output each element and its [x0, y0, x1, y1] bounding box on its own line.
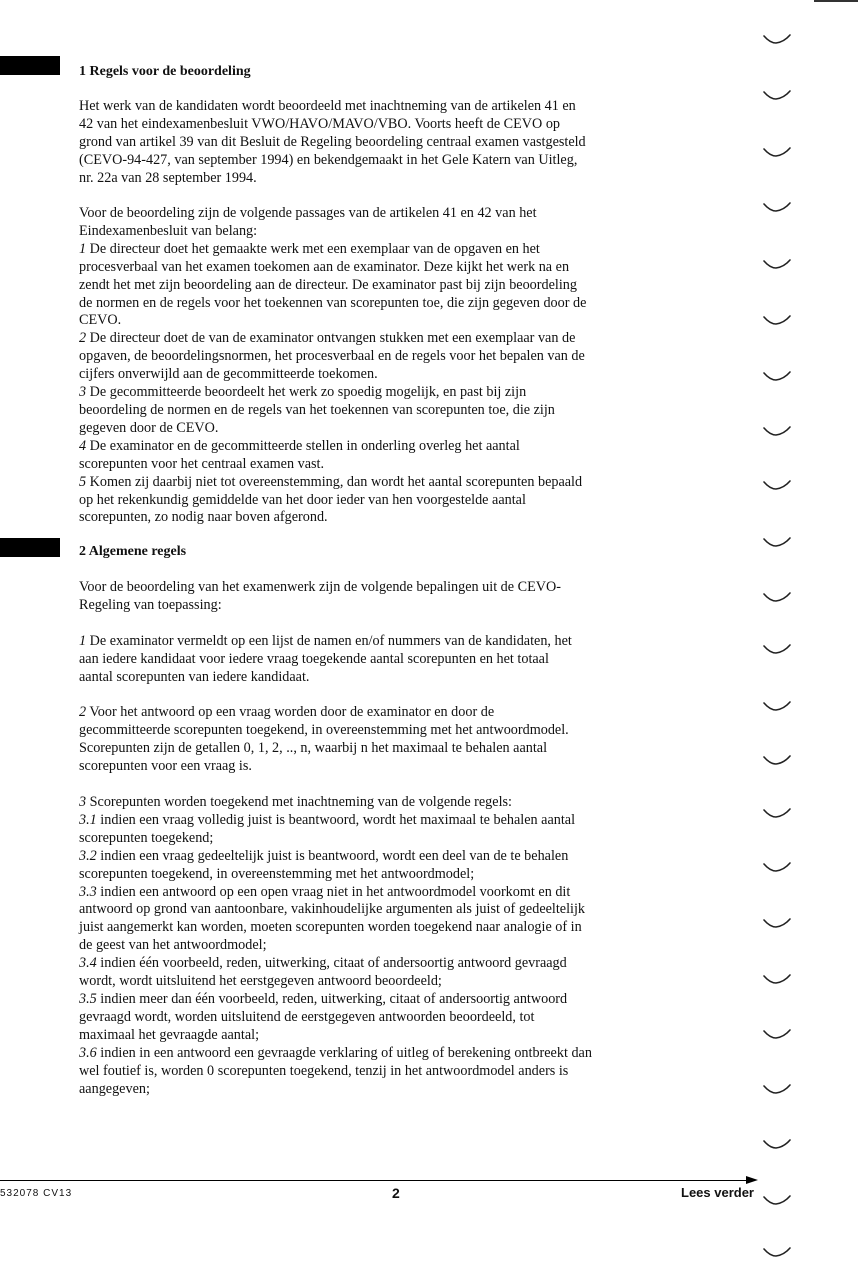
check-mark-icon — [762, 88, 792, 102]
line-text: scorepunten toegekend, in overeenstemming met het antwoordmodel; — [79, 865, 475, 882]
check-mark-icon — [762, 1082, 792, 1096]
text-line — [79, 1009, 689, 1027]
line-text: gegeven door de CEVO. — [79, 419, 219, 436]
check-mark-icon — [762, 424, 792, 438]
check-mark-icon — [762, 1027, 792, 1041]
check-mark-icon — [762, 145, 792, 159]
text-line — [79, 420, 689, 438]
text-line — [79, 633, 689, 651]
line-text: indien een vraag volledig juist is beantwoord, wordt het maximaal te behalen aantal — [96, 811, 576, 828]
line-text: indien één voorbeeld, reden, uitwerking, citaat of andersoortig antwoord gevraagd — [96, 955, 567, 972]
text-line — [79, 98, 689, 116]
item-number: 4 — [79, 437, 87, 454]
section-2-intro-paragraph — [79, 579, 689, 615]
line-text: gevraagd wordt, worden uitsluitend de eerstgegeven antwoorden beoordeeld, tot — [79, 1008, 535, 1025]
line-text: De examinator en de gecommitteerde stellen in onderling overleg het aantal — [86, 437, 520, 454]
text-line — [79, 901, 689, 919]
line-text: indien een vraag gedeeltelijk juist is beantwoord, wordt een deel van de te behalen — [96, 847, 569, 864]
text-line — [79, 474, 689, 492]
line-text: grond van artikel 39 van dit Besluit de Regeling beoordeling centraal examen vastgesteld — [79, 133, 586, 150]
line-text: De examinator vermeldt op een lijst de namen en/of nummers van de kandidaten, het — [86, 633, 572, 649]
text-line — [79, 348, 689, 366]
text-line — [79, 955, 689, 973]
item-number: 1 — [79, 240, 87, 257]
line-text: scorepunten toegekend; — [79, 829, 214, 846]
text-line — [79, 170, 689, 188]
check-mark-icon — [762, 806, 792, 820]
page-number: 2 — [392, 1185, 400, 1201]
text-line — [79, 312, 689, 330]
text-line — [79, 509, 689, 527]
text-line — [79, 848, 689, 866]
line-text: beoordeling de normen en de regels van het toekennen van scorepunten toe, die zijn — [79, 401, 555, 418]
line-text: cijfers onverwijld aan de gecommitteerde toekomen. — [79, 366, 378, 383]
text-line — [79, 1063, 689, 1081]
line-text: antwoord op grond van aantoonbare, vakinhoudelijke argumenten als juist of gedeeltelijk — [79, 901, 586, 918]
document-code: 532078 CV13 — [0, 1188, 73, 1199]
text-line — [79, 1045, 689, 1063]
text-line — [79, 830, 689, 848]
item-number: 3.6 — [79, 1044, 97, 1061]
line-text: Scorepunten worden toegekend met inachtneming van de volgende regels: — [86, 794, 512, 810]
line-text: aan iedere kandidaat voor iedere vraag toegekende aantal scorepunten en het totaal — [79, 650, 549, 667]
text-line — [79, 492, 689, 510]
item-number: 3.4 — [79, 955, 97, 972]
line-text: Eindexamenbesluit van belang: — [79, 222, 258, 239]
item-number: 3.3 — [79, 883, 97, 900]
check-mark-icon — [762, 369, 792, 383]
check-mark-icon — [762, 1137, 792, 1151]
text-line — [79, 1027, 689, 1045]
text-line — [79, 669, 689, 687]
text-line — [79, 134, 689, 152]
line-text: indien in een antwoord een gevraagde verklaring of uitleg of berekening ontbreekt dan — [96, 1044, 592, 1061]
item-number: 3 — [79, 794, 87, 810]
section-2-heading: 2 Algemene regels — [79, 544, 187, 559]
line-text: De directeur doet het gemaakte werk met een exemplaar van de opgaven en het — [86, 240, 540, 257]
check-mark-icon — [762, 478, 792, 492]
item-number: 5 — [79, 473, 87, 490]
line-text: Voor de beoordeling van het examenwerk zijn de volgende bepalingen uit de CEVO- — [79, 579, 561, 595]
text-line — [79, 794, 689, 812]
text-line — [79, 402, 689, 420]
line-text: zendt het met zijn beoordeling aan de directeur. De examinator past bij zijn beoordeling — [79, 276, 577, 293]
text-line — [79, 241, 689, 259]
line-text: Voor het antwoord op een vraag worden door de examinator en door de — [86, 704, 495, 720]
item-number: 3.2 — [79, 847, 97, 864]
text-line — [79, 651, 689, 669]
text-line — [79, 205, 689, 223]
check-mark-icon — [762, 1193, 792, 1207]
text-line — [79, 973, 689, 991]
text-line — [79, 579, 689, 597]
line-text: CEVO. — [79, 312, 122, 329]
section-2-marker-bar — [0, 538, 60, 557]
text-line — [79, 866, 689, 884]
line-text: Regeling van toepassing: — [79, 596, 222, 613]
text-line — [79, 740, 689, 758]
text-line — [79, 223, 689, 241]
check-mark-icon — [762, 32, 792, 46]
section-1-intro-paragraph — [79, 98, 689, 188]
line-text: opgaven, de beoordelingsnormen, het procesverbaal en de regels voor het bepalen van de — [79, 348, 585, 365]
continue-label: Lees verder — [681, 1185, 754, 1200]
line-text: maximaal het gevraagde aantal; — [79, 1026, 260, 1043]
line-text: procesverbaal van het examen toekomen aan de examinator. Deze kijkt het werk na en — [79, 258, 570, 275]
line-text: op het rekenkundig gemiddelde van het door ieder van hen voorgestelde aantal — [79, 491, 526, 508]
item-number: 3.1 — [79, 811, 97, 828]
text-line — [79, 937, 689, 955]
rule-2-paragraph — [79, 704, 689, 776]
line-text: aantal scorepunten van iedere kandidaat. — [79, 668, 310, 685]
line-text: Voor de beoordeling zijn de volgende passages van de artikelen 41 en 42 van het — [79, 205, 537, 221]
text-line — [79, 991, 689, 1009]
footer-rule — [0, 1180, 748, 1181]
line-text: 42 van het eindexamenbesluit VWO/HAVO/MAVO/VBO. Voorts heeft de CEVO op — [79, 115, 561, 132]
rule-1-paragraph — [79, 633, 689, 687]
item-number: 3 — [79, 384, 87, 401]
top-edge-line — [814, 0, 858, 2]
check-mark-icon — [762, 535, 792, 549]
check-mark-icon — [762, 860, 792, 874]
line-text: Het werk van de kandidaten wordt beoordeeld met inachtneming van de artikelen 41 en — [79, 98, 576, 114]
text-line — [79, 116, 689, 134]
text-line — [79, 704, 689, 722]
check-mark-icon — [762, 590, 792, 604]
text-line — [79, 152, 689, 170]
item-number: 2 — [79, 330, 87, 347]
text-line — [79, 722, 689, 740]
check-mark-icon — [762, 753, 792, 767]
check-mark-icon — [762, 1245, 792, 1259]
line-text: Komen zij daarbij niet tot overeenstemming, dan wordt het aantal scorepunten bepaald — [86, 473, 583, 490]
check-mark-icon — [762, 313, 792, 327]
item-number: 3.5 — [79, 990, 97, 1007]
text-line — [79, 884, 689, 902]
text-line — [79, 330, 689, 348]
line-text: de geest van het antwoordmodel; — [79, 937, 267, 954]
line-text: gecommitteerde scorepunten toegekend, in overeenstemming met het antwoordmodel. — [79, 721, 569, 738]
section-1-marker-bar — [0, 56, 60, 75]
line-text: nr. 22a van 28 september 1994. — [79, 169, 257, 186]
line-text: juist aangemerkt kan worden, moeten scorepunten worden toegekend naar analogie of in — [79, 919, 582, 936]
line-text: scorepunten, zo nodig naar boven afgerond. — [79, 509, 328, 526]
text-line — [79, 456, 689, 474]
check-mark-icon — [762, 972, 792, 986]
line-text: aangegeven; — [79, 1080, 150, 1097]
section-1-articles-paragraph — [79, 205, 689, 527]
text-line — [79, 919, 689, 937]
line-text: scorepunten voor het centraal examen vast. — [79, 455, 325, 472]
text-line — [79, 366, 689, 384]
item-number: 2 — [79, 704, 87, 720]
line-text: scorepunten voor een vraag is. — [79, 757, 252, 774]
text-line — [79, 384, 689, 402]
text-line — [79, 438, 689, 456]
section-1-heading: 1 Regels voor de beoordeling — [79, 64, 251, 79]
line-text: wel foutief is, worden 0 scorepunten toegekend, tenzij in het antwoordmodel anders is — [79, 1062, 569, 1079]
line-text: indien een antwoord op een open vraag niet in het antwoordmodel voorkomt en dit — [96, 883, 571, 900]
check-mark-icon — [762, 200, 792, 214]
line-text: Scorepunten zijn de getallen 0, 1, 2, .., n, waarbij n het maximaal te behalen aantal — [79, 739, 548, 756]
line-text: de normen en de regels voor het toekennen van scorepunten toe, die zijn gegeven door de — [79, 294, 587, 311]
line-text: indien meer dan één voorbeeld, reden, uitwerking, citaat of andersoortig antwoord — [96, 990, 568, 1007]
check-mark-icon — [762, 699, 792, 713]
check-mark-icon — [762, 916, 792, 930]
check-mark-icon — [762, 642, 792, 656]
line-text: (CEVO-94-427, van september 1994) en bekendgemaakt in het Gele Katern van Uitleg, — [79, 151, 578, 168]
arrow-right-icon — [746, 1176, 758, 1184]
text-line — [79, 812, 689, 830]
line-text: wordt, wordt uitsluitend het eerstgegeven antwoord beoordeeld; — [79, 973, 442, 990]
text-line — [79, 277, 689, 295]
line-text: De gecommitteerde beoordeelt het werk zo spoedig mogelijk, en past bij zijn — [86, 384, 527, 401]
text-line — [79, 597, 689, 615]
line-text: De directeur doet de van de examinator ontvangen stukken met een exemplaar van de — [86, 330, 576, 347]
text-line — [79, 758, 689, 776]
text-line — [79, 259, 689, 277]
item-number: 1 — [79, 633, 87, 649]
check-mark-icon — [762, 257, 792, 271]
rule-3-paragraph — [79, 794, 689, 1098]
text-line — [79, 1081, 689, 1099]
text-line — [79, 295, 689, 313]
